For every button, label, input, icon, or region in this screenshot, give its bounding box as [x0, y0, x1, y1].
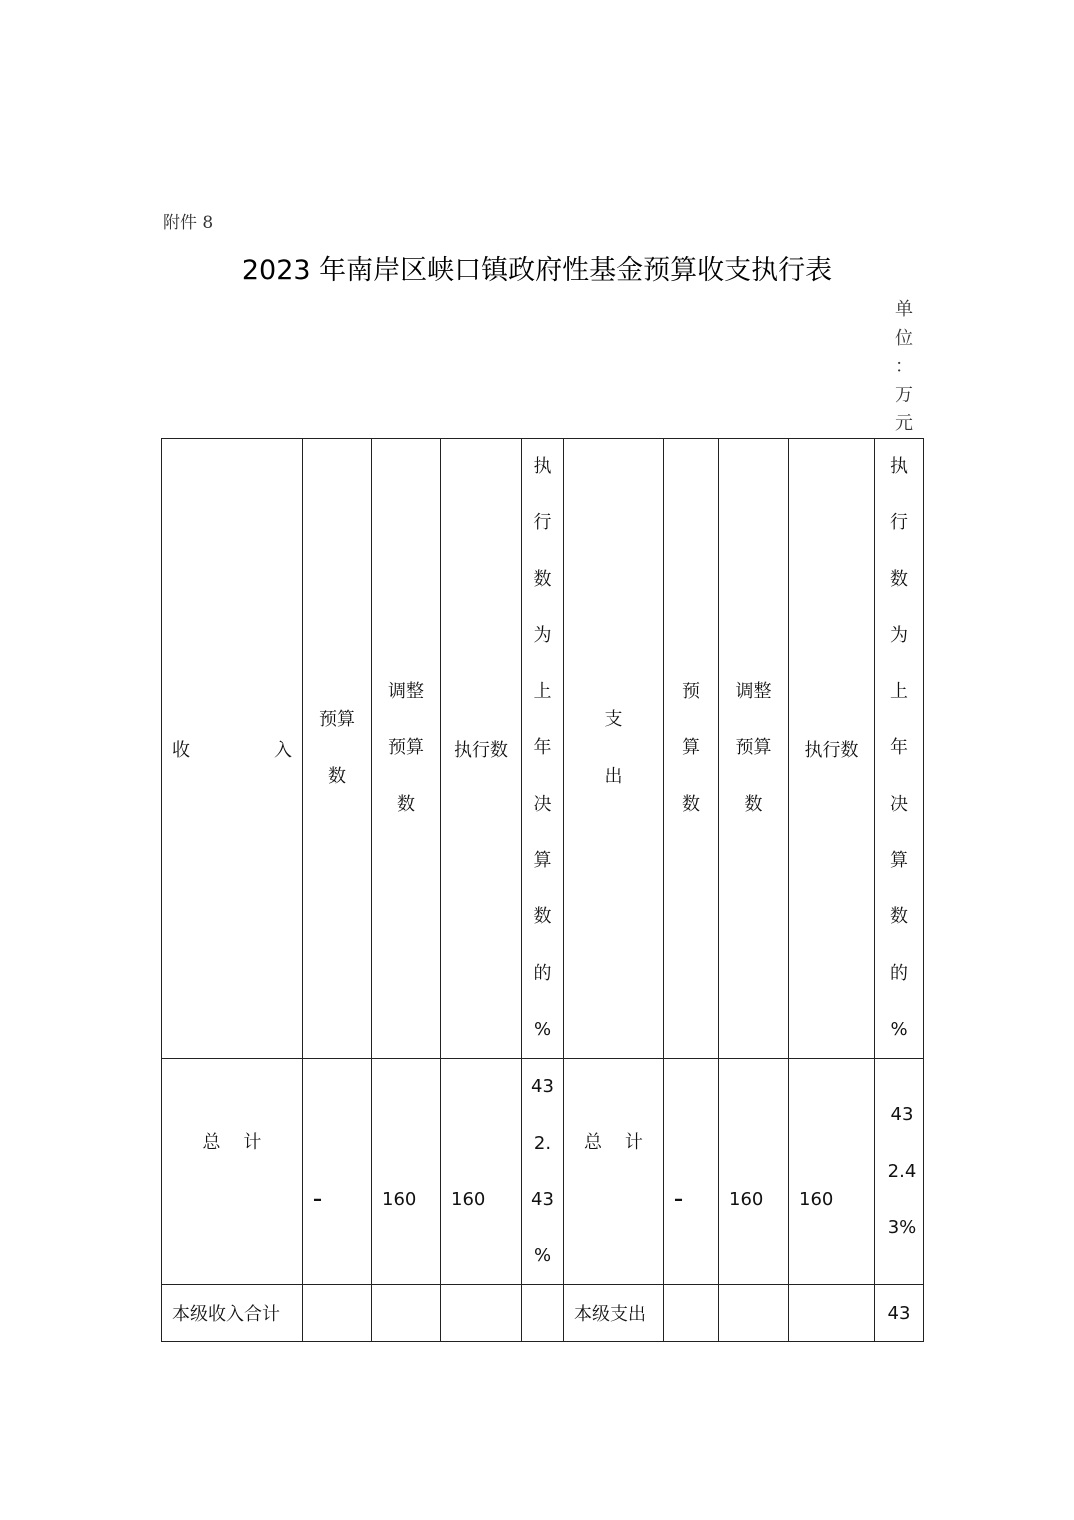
header-char: 数: [890, 568, 908, 590]
header-char: %: [533, 1018, 552, 1040]
header-char: 算: [682, 737, 700, 759]
page-title: 2023 年南岸区峡口镇政府性基金预算收支执行表: [241, 255, 833, 286]
total-executed-left: 160: [441, 1059, 522, 1285]
header-adjusted-left: [372, 439, 441, 1059]
unit-label: [893, 296, 915, 439]
header-char: 出: [604, 765, 623, 787]
header-adjusted-right: [719, 439, 789, 1059]
level-row: [162, 1285, 924, 1342]
level-adjusted-left: [372, 1285, 441, 1342]
header-char: 执: [890, 456, 908, 477]
header-char: 年: [890, 737, 908, 759]
level-executed-right: [789, 1285, 875, 1342]
header-char: 为: [890, 624, 908, 646]
header-ratio-right: [875, 439, 924, 1059]
header-text: 预算: [735, 737, 772, 759]
total-row: [162, 1059, 924, 1285]
header-char: 数: [890, 906, 908, 928]
header-char: 数: [533, 906, 552, 928]
header-row: [162, 439, 924, 1059]
header-text: 数: [397, 793, 415, 815]
level-adjusted-right: [719, 1285, 789, 1342]
total-budget-right: –: [664, 1059, 719, 1285]
ratio-fragment: 3%: [887, 1217, 917, 1238]
unit-char: 单: [895, 299, 913, 320]
budget-table: [161, 438, 924, 1342]
header-text: 数: [328, 765, 346, 787]
header-char: 的: [533, 962, 552, 984]
level-budget-left: [303, 1285, 372, 1342]
header-text: 调整: [388, 681, 424, 703]
level-ratio-left: [522, 1285, 564, 1342]
header-executed-right: 执行数: [789, 439, 875, 1059]
level-income-label: 本级收入合计: [162, 1285, 303, 1342]
header-text: 预算: [388, 737, 424, 759]
ratio-fragment: 2.: [533, 1132, 552, 1154]
header-char: 为: [533, 624, 552, 646]
header-income-char: 入: [274, 739, 292, 761]
header-char: 执: [533, 456, 552, 477]
header-text: 预算: [319, 709, 355, 731]
unit-char: 万: [895, 384, 913, 406]
level-expenditure-label: 本级支出: [564, 1285, 664, 1342]
header-budget-left: [303, 439, 372, 1059]
total-income-label: 总 计: [162, 1059, 303, 1285]
header-char: 决: [890, 793, 908, 815]
header-char: 算: [533, 850, 552, 872]
ratio-fragment: 43: [531, 1076, 554, 1098]
ratio-fragment: 43: [890, 1104, 914, 1126]
total-adjusted-right: 160: [719, 1059, 789, 1285]
header-text: 调整: [735, 681, 772, 703]
header-expenditure: [564, 439, 664, 1059]
total-ratio-right: [875, 1059, 924, 1285]
header-char: 数: [682, 793, 700, 815]
header-char: 上: [890, 681, 908, 703]
header-char: 行: [890, 512, 908, 534]
header-char: 的: [890, 962, 908, 984]
total-ratio-left: [522, 1059, 564, 1285]
total-executed-right: 160: [789, 1059, 875, 1285]
ratio-fragment: 2.4: [887, 1160, 917, 1182]
header-income-char: 收: [172, 739, 190, 761]
header-char: 决: [533, 793, 552, 815]
ratio-fragment: 43: [531, 1188, 554, 1210]
unit-char: ：: [895, 356, 913, 377]
header-char: 数: [533, 568, 552, 590]
header-budget-right: [664, 439, 719, 1059]
unit-char: 元: [895, 413, 913, 434]
header-char: 行: [533, 512, 552, 534]
header-executed-left: 执行数: [441, 439, 522, 1059]
level-executed-left: [441, 1285, 522, 1342]
header-char: 上: [533, 681, 552, 703]
ratio-fragment: %: [533, 1245, 552, 1267]
header-text: 数: [744, 793, 763, 815]
level-ratio-right: 43: [875, 1285, 924, 1342]
total-budget-left: –: [303, 1059, 372, 1285]
header-income: [162, 439, 303, 1059]
unit-char: 位: [895, 327, 913, 349]
header-char: 支: [604, 709, 623, 731]
total-expenditure-label: 总 计: [564, 1059, 664, 1285]
header-char: 年: [533, 737, 552, 759]
header-char: %: [890, 1018, 908, 1040]
header-char: 算: [890, 850, 908, 872]
total-adjusted-left: 160: [372, 1059, 441, 1285]
header-char: 预: [682, 681, 700, 703]
attachment-label: 附件 8: [163, 213, 214, 233]
level-budget-right: [664, 1285, 719, 1342]
header-ratio-left: [522, 439, 564, 1059]
